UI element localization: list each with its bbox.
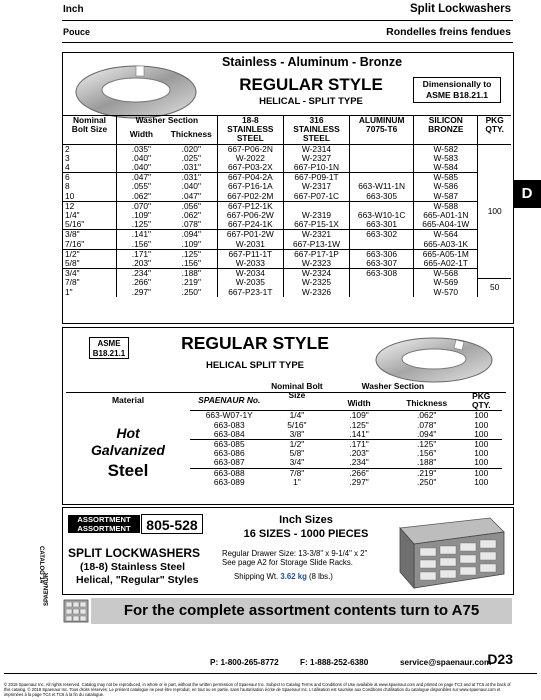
top-cell: W-570 bbox=[414, 288, 478, 297]
assortment-line2: (18-8) Stainless Steel bbox=[80, 561, 186, 573]
top-cell: W-2319 bbox=[283, 211, 349, 220]
top-cell: .062" bbox=[116, 192, 165, 202]
top-cell: 665-A03-1K bbox=[414, 240, 478, 250]
middle-cell: 100 bbox=[474, 448, 489, 459]
top-cell: 663-W10-1C bbox=[350, 211, 414, 220]
lockwasher-image-top bbox=[66, 54, 206, 124]
top-cell: 8 bbox=[65, 181, 70, 192]
middle-cell: 1" bbox=[293, 476, 301, 487]
top-cell: 667-P07-1C bbox=[283, 192, 349, 202]
middle-cell: .125" bbox=[349, 419, 369, 430]
middle-cell: 663-086 bbox=[213, 448, 245, 459]
top-cell: .234" bbox=[116, 269, 165, 279]
middle-table bbox=[190, 382, 502, 487]
top-cell: .035" bbox=[116, 144, 165, 154]
top-cell: 667-P17-1P bbox=[283, 249, 349, 259]
col-spaenaur-text: SPAENAUR No. bbox=[198, 395, 261, 405]
top-cell: .056" bbox=[166, 201, 217, 211]
top-cell: .156" bbox=[116, 240, 165, 250]
middle-cell: .078" bbox=[417, 419, 437, 430]
top-cell: W-2323 bbox=[283, 259, 349, 269]
top-cell: 663-302 bbox=[350, 230, 414, 240]
top-cell: .171" bbox=[116, 249, 165, 259]
top-cell: W-569 bbox=[414, 278, 478, 287]
fax-number: 1-888-252-6380 bbox=[310, 658, 369, 667]
top-cell: .125" bbox=[116, 220, 165, 230]
top-cell: .125" bbox=[166, 249, 217, 259]
assortment-line3: Helical, "Regular" Styles bbox=[76, 574, 199, 586]
top-cell: W-2022 bbox=[217, 154, 283, 163]
top-cell: 667-P16-1A bbox=[217, 182, 283, 191]
top-cell: W-2035 bbox=[217, 278, 283, 287]
middle-cell: 663-084 bbox=[213, 428, 245, 439]
header-rule bbox=[62, 20, 513, 21]
top-cell: 665-A01-1N bbox=[414, 211, 478, 220]
top-title: REGULAR STYLE bbox=[239, 75, 383, 94]
top-cell: .040" bbox=[181, 181, 201, 192]
assortment-sizes: Inch Sizes bbox=[279, 514, 333, 526]
top-cell: W-583 bbox=[414, 154, 478, 163]
top-cell: W-584 bbox=[414, 163, 478, 173]
top-cell: .025" bbox=[181, 152, 201, 163]
col-mid-washer-section: Washer Section bbox=[325, 382, 460, 393]
footer-phone bbox=[210, 658, 279, 667]
middle-cell: .156" bbox=[417, 448, 437, 459]
col-thickness: Thickness bbox=[170, 128, 212, 139]
col-mid-width: Width bbox=[347, 398, 371, 409]
top-cell: 667-P15-1X bbox=[283, 220, 349, 230]
top-cell: 667-P06-2N bbox=[217, 144, 283, 154]
side-brand: SPAENAUR bbox=[44, 572, 50, 606]
top-cell: 667-P13-1W bbox=[283, 240, 349, 250]
top-cell bbox=[350, 144, 414, 154]
top-cell: 10 bbox=[65, 190, 75, 201]
material-name bbox=[66, 425, 190, 459]
col-nominal: Nominal Bolt Size bbox=[63, 116, 116, 145]
top-cell: .141" bbox=[116, 230, 165, 240]
storage-rack-icon bbox=[62, 596, 90, 626]
material-name-2: Galvanized bbox=[91, 442, 165, 458]
header-rule-2 bbox=[62, 42, 513, 43]
col-material: Material bbox=[111, 395, 145, 405]
top-cell: .047" bbox=[181, 190, 201, 201]
middle-cell: 3/4" bbox=[289, 457, 305, 468]
middle-cell: 663-088 bbox=[190, 468, 269, 478]
top-cell: 665-A05-1M bbox=[414, 249, 478, 259]
top-cell: 665-A02-1T bbox=[414, 259, 478, 269]
top-cell bbox=[350, 278, 414, 287]
top-table-row bbox=[63, 240, 511, 250]
middle-cell: .125" bbox=[393, 440, 461, 450]
middle-cell: .094" bbox=[417, 428, 437, 439]
middle-cell: 100 bbox=[461, 440, 503, 450]
middle-cell: 100 bbox=[474, 457, 489, 468]
top-cell: .078" bbox=[181, 219, 201, 230]
assortment-label-box bbox=[68, 515, 140, 533]
top-cell: .020" bbox=[166, 144, 217, 154]
top-cell: .188" bbox=[166, 269, 217, 279]
top-cell: 667-P02-2M bbox=[217, 192, 283, 202]
top-cell: W-587 bbox=[414, 192, 478, 202]
top-cell: .031" bbox=[181, 162, 201, 173]
top-cell: 665-A04-1W bbox=[414, 220, 478, 230]
top-cell: 667-P10-1N bbox=[283, 163, 349, 173]
middle-cell: 100 bbox=[474, 476, 489, 487]
header-right-fr: Rondelles freins fendues bbox=[386, 26, 511, 38]
top-table-row bbox=[63, 288, 511, 297]
middle-cell: 100 bbox=[461, 468, 503, 478]
col-mid-pkg: PKG QTY. bbox=[471, 391, 491, 411]
top-cell bbox=[350, 288, 414, 297]
top-cell: .156" bbox=[181, 258, 201, 269]
middle-cell: .234" bbox=[349, 457, 369, 468]
middle-cell: .203" bbox=[349, 448, 369, 459]
top-cell: 667-P24-1K bbox=[217, 220, 283, 230]
top-cell: 663-305 bbox=[350, 192, 414, 202]
header-left-en: Inch bbox=[63, 4, 84, 15]
top-cell: 667-P23-1T bbox=[217, 288, 283, 297]
middle-cell: 100 bbox=[474, 419, 489, 430]
top-cell: W-568 bbox=[414, 269, 478, 279]
footer-fax bbox=[300, 658, 368, 667]
middle-title: REGULAR STYLE bbox=[181, 333, 329, 353]
top-cell: 3 bbox=[65, 152, 70, 163]
top-materials: Stainless - Aluminum - Bronze bbox=[221, 55, 403, 69]
dimension-note bbox=[413, 77, 501, 103]
col-aluminum: ALUMINUM 7075-T6 bbox=[350, 116, 414, 145]
top-cell: 667-P03-2X bbox=[217, 163, 283, 173]
top-cell: 667-P04-2A bbox=[217, 173, 283, 183]
top-cell: W-2031 bbox=[217, 240, 283, 250]
top-cell bbox=[350, 154, 414, 163]
top-cell: W-2317 bbox=[283, 182, 349, 191]
phone-prefix: P: bbox=[210, 658, 219, 667]
top-cell: 2 bbox=[63, 144, 116, 154]
top-cell: .297" bbox=[116, 288, 165, 297]
top-cell: 3/8" bbox=[63, 230, 116, 240]
lockwasher-image-middle bbox=[364, 330, 504, 388]
middle-cell: .062" bbox=[393, 411, 461, 421]
middle-subtitle: HELICAL SPLIT TYPE bbox=[205, 360, 304, 371]
top-cell: .062" bbox=[181, 210, 201, 221]
top-cell: W-564 bbox=[414, 230, 478, 240]
top-cell: .040" bbox=[116, 154, 165, 163]
middle-cell: .171" bbox=[325, 440, 393, 450]
middle-cell: 663-083 bbox=[213, 419, 245, 430]
col-washer-section: Washer Section bbox=[116, 116, 217, 130]
col-pkg: PKG QTY. bbox=[478, 116, 511, 145]
top-cell: .109" bbox=[116, 211, 165, 220]
middle-cell: 663-089 bbox=[213, 476, 245, 487]
footer-email[interactable]: service@spaenaur.com bbox=[400, 658, 492, 667]
middle-cell: 100 bbox=[461, 411, 503, 421]
assortment-banner: For the complete assortment contents turn to A75 bbox=[91, 598, 512, 624]
phone-number: 1-800-265-8772 bbox=[220, 658, 279, 667]
dimension-note-text: Dimensionally to ASME B18.21.1 bbox=[422, 79, 492, 100]
header-left-fr: Pouce bbox=[63, 27, 91, 37]
middle-cell: 663-087 bbox=[213, 457, 245, 468]
middle-cell: 663-W07-1Y bbox=[190, 411, 269, 421]
middle-cell: 100 bbox=[474, 428, 489, 439]
top-cell: W-2326 bbox=[283, 288, 349, 297]
top-cell: W-2034 bbox=[217, 269, 283, 279]
top-cell: 667-P11-1T bbox=[217, 249, 283, 259]
assortment-label-2: ASSORTMENT bbox=[77, 524, 131, 533]
top-cell: W-2325 bbox=[283, 278, 349, 287]
col-width: Width bbox=[116, 130, 165, 144]
pkg-qty-cell: 100 bbox=[478, 144, 511, 278]
material-name-3: Steel bbox=[107, 461, 149, 480]
middle-cell: .188" bbox=[417, 457, 437, 468]
top-cell: 667-P01-2W bbox=[217, 230, 283, 240]
top-cell: 3/4" bbox=[63, 269, 116, 279]
col-bronze: SILICON BRONZE bbox=[414, 116, 478, 145]
col-spaenaur bbox=[190, 382, 269, 411]
assortment-rack: See page A2 for Storage Slide Racks. bbox=[222, 558, 353, 567]
footer-rule bbox=[4, 673, 537, 674]
top-cell: 7/8" bbox=[65, 277, 80, 288]
top-cell: 7/16" bbox=[65, 238, 85, 249]
top-cell: 667-P06-2W bbox=[217, 211, 283, 220]
middle-table-row bbox=[190, 478, 502, 487]
col-316: 316 STAINLESS STEEL bbox=[283, 116, 349, 145]
top-cell: .055" bbox=[116, 182, 165, 191]
middle-cell: 1/2" bbox=[269, 440, 326, 450]
middle-cell: .109" bbox=[325, 411, 393, 421]
top-table-row bbox=[63, 192, 511, 202]
col-mid-nominal: Nominal Bolt Size bbox=[271, 381, 323, 401]
assortment-title: SPLIT LOCKWASHERS bbox=[68, 546, 201, 560]
top-cell: .031" bbox=[166, 173, 217, 183]
middle-cell: .219" bbox=[393, 468, 461, 478]
asme-box bbox=[89, 337, 129, 359]
middle-cell: .266" bbox=[325, 468, 393, 478]
top-cell: W-2327 bbox=[283, 154, 349, 163]
top-cell: .070" bbox=[116, 201, 165, 211]
middle-cell: 5/8" bbox=[289, 448, 305, 459]
middle-table-row bbox=[190, 458, 502, 468]
top-subtitle: HELICAL - SPLIT TYPE bbox=[259, 96, 363, 107]
middle-cell: 663-085 bbox=[190, 440, 269, 450]
assortment-label-1: ASSORTMENT bbox=[77, 515, 131, 524]
footer-legal: © 2018 Spaenaur Inc. All rights reserved. Catalog may not be reproduced, in whole or in part, without the written permission of Spaenaur Inc. Subject to Catalog Terms and Conditions of Use available at www.spaenaur.com and printed on page TC3 and at TC5 at the back of this catalog. © 2018 Spaenaur Inc. Tous droits réservés. Le présent catalogue ne peut être reproduit, en tout ou en partie, sans l'autorisation écrite de Spaenaur Inc. L'utilisation est soumise aux Conditions d'utilisation du catalogue disponibles sur www.spaenaur.com et imprimées à la page TC4 et TC6 à la fin du catalogue. bbox=[4, 682, 511, 697]
middle-cell: .141" bbox=[349, 428, 369, 439]
top-cell: 5/16" bbox=[65, 219, 85, 230]
top-cell: 663-301 bbox=[350, 220, 414, 230]
middle-cell: 5/16" bbox=[287, 419, 307, 430]
top-cell bbox=[350, 163, 414, 173]
top-cell: .219" bbox=[181, 277, 201, 288]
side-catalog: CATALOG 14 bbox=[38, 546, 44, 584]
top-cell: W-2314 bbox=[283, 144, 349, 154]
top-cell: 1/2" bbox=[63, 249, 116, 259]
assortment-drawer: Regular Drawer Size: 13-3/8" x 9-1/4" x 2" bbox=[222, 549, 368, 558]
top-cell: 667-P12-1K bbox=[217, 201, 283, 211]
top-cell: .109" bbox=[181, 238, 201, 249]
col-188: 18-8 STAINLESS STEEL bbox=[217, 116, 283, 145]
middle-cell: 7/8" bbox=[269, 468, 326, 478]
top-cell: 5/8" bbox=[65, 258, 80, 269]
col-mid-thickness: Thickness bbox=[406, 398, 448, 409]
top-cell: W-2321 bbox=[283, 230, 349, 240]
top-cell: .094" bbox=[166, 230, 217, 240]
top-cell bbox=[350, 240, 414, 250]
top-cell: 12 bbox=[63, 201, 116, 211]
top-cell: W-2324 bbox=[283, 269, 349, 279]
header-right-en: Split Lockwashers bbox=[410, 3, 511, 15]
shipping-kg: 3.62 kg bbox=[280, 572, 307, 581]
middle-cell: .297" bbox=[349, 476, 369, 487]
assortment-drawer-image bbox=[394, 510, 508, 592]
section-tab: D bbox=[513, 180, 541, 208]
top-cell: 1/4" bbox=[65, 210, 80, 221]
shipping-lbs: (8 lbs.) bbox=[309, 572, 333, 581]
top-cell: 667-P09-1T bbox=[283, 173, 349, 183]
top-cell: 4 bbox=[65, 162, 70, 173]
assortment-number: 805-528 bbox=[141, 514, 203, 534]
top-cell: 663-307 bbox=[350, 259, 414, 269]
top-cell: .266" bbox=[116, 278, 165, 287]
asme-text: ASME B18.21.1 bbox=[92, 339, 126, 358]
shipping-prefix: Shipping Wt. bbox=[234, 572, 279, 581]
top-cell: .047" bbox=[116, 173, 165, 183]
top-cell: 663-W11-1N bbox=[350, 182, 414, 191]
top-cell: W-585 bbox=[414, 173, 478, 183]
top-cell: 663-308 bbox=[350, 269, 414, 279]
top-cell: W-582 bbox=[414, 144, 478, 154]
top-cell: .203" bbox=[116, 259, 165, 269]
top-cell: W-2033 bbox=[217, 259, 283, 269]
top-cell: .250" bbox=[181, 286, 201, 297]
assortment-count: 16 SIZES - 1000 PIECES bbox=[243, 528, 369, 540]
top-cell: W-588 bbox=[414, 201, 478, 211]
top-cell: 1" bbox=[65, 286, 73, 297]
page-number: D23 bbox=[487, 651, 513, 667]
pkg-qty-cell: 50 bbox=[478, 278, 511, 296]
top-table bbox=[63, 115, 511, 297]
middle-cell: .250" bbox=[417, 476, 437, 487]
material-name-1: Hot bbox=[116, 425, 140, 441]
middle-cell: 1/4" bbox=[269, 411, 326, 421]
middle-cell: 3/8" bbox=[289, 428, 305, 439]
top-cell: W-586 bbox=[414, 182, 478, 191]
top-cell: 663-306 bbox=[350, 249, 414, 259]
top-cell: .040" bbox=[116, 163, 165, 173]
fax-prefix: F: bbox=[300, 658, 308, 667]
top-cell: 6 bbox=[63, 173, 116, 183]
assortment-shipping bbox=[234, 572, 333, 581]
